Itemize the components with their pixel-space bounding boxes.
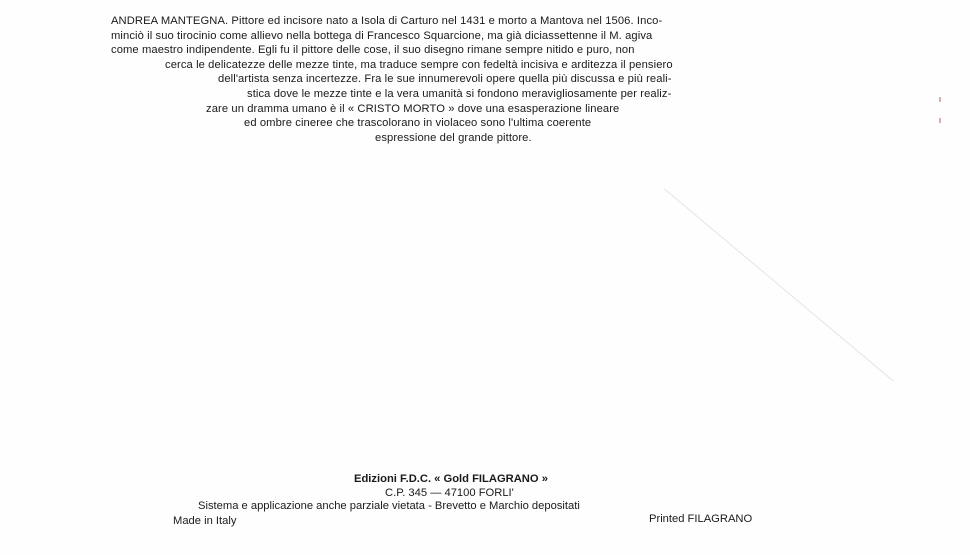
biography-line: ANDREA MANTEGNA. Pittore ed incisore nato a Isola di Carturo nel 1431 e morto a Mantova nel 1506. Inco-	[111, 15, 663, 27]
registration-mark	[939, 97, 941, 102]
biography-line: ed ombre cineree che trascolorano in violaceo sono l'ultima coerente	[244, 117, 592, 130]
biography-line: espressione del grande pittore.	[375, 131, 532, 144]
printer-label: Printed FILAGRANO	[649, 513, 753, 525]
biography-text	[111, 14, 859, 145]
biography-line: zare un dramma umano è il « CRISTO MORTO » dove una esasperazione lineare	[206, 102, 620, 115]
biography-line: come maestro indipendente. Egli fu il pittore delle cose, il suo disegno rimane sempre nitido e puro, non	[111, 44, 635, 57]
biography-line: stica dove le mezze tinte e la vera umanità si fondono meravigliosamente per realiz-	[247, 87, 672, 100]
made-in-label: Made in Italy	[173, 515, 237, 527]
biography-line: cerca le delicatezze delle mezze tinte, ma traduce sempre con fedeltà incisiva e arditezza il pensiero	[165, 58, 673, 71]
publisher-name: Edizioni F.D.C. « Gold FILAGRANO »	[354, 473, 548, 485]
registration-mark	[939, 118, 941, 123]
biography-line: dell'artista senza incertezze. Fra le sue innumerevoli opere quella più discussa e più reali-	[218, 73, 672, 86]
flap-crease	[663, 188, 893, 382]
biography-line: minciò il suo tirocinio come allievo nella bottega di Francesco Squarcione, ma già diciassettenne il M. agiva	[111, 29, 653, 42]
patent-notice: Sistema e applicazione anche parziale vietata - Brevetto e Marchio depositati	[198, 500, 580, 512]
publisher-address: C.P. 345 — 47100 FORLI'	[385, 487, 514, 499]
